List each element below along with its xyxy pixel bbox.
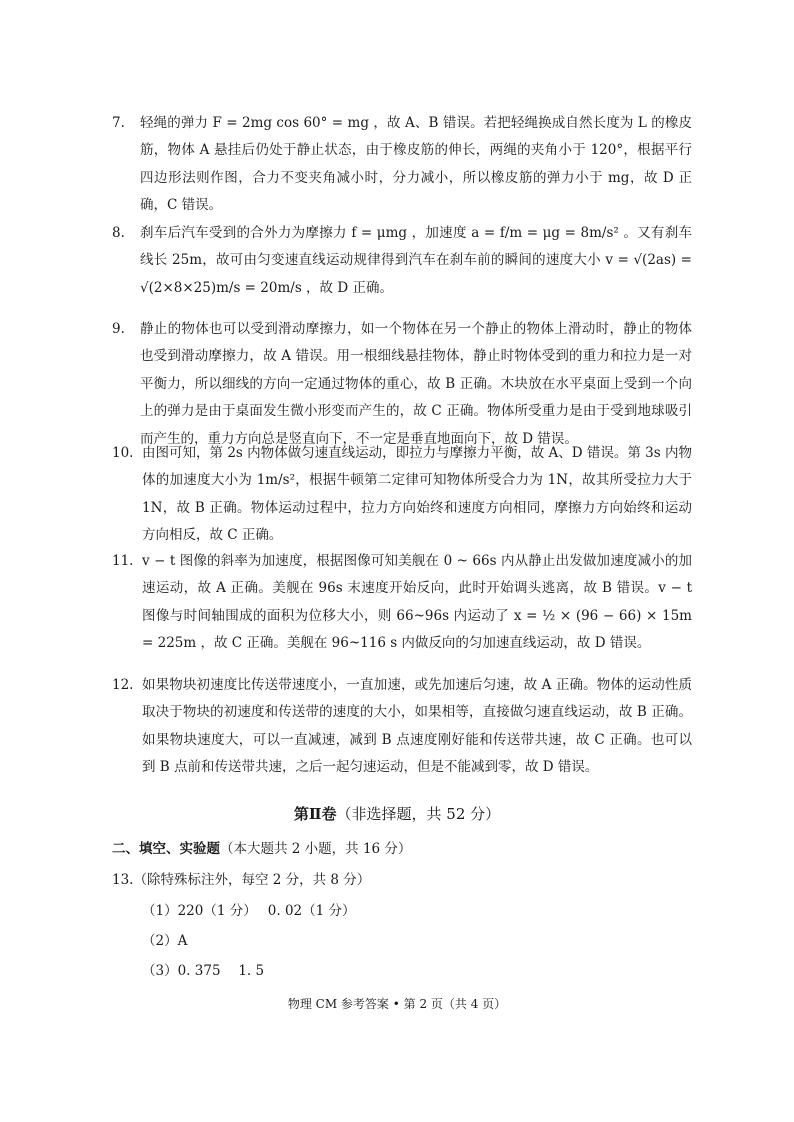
part-heading-note: （本大题共 2 小题，共 16 分）: [220, 841, 412, 857]
question-13-heading: 13.（除特殊标注外，每空 2 分，共 8 分）: [112, 872, 371, 888]
answer-item-7: [112, 110, 692, 220]
item-text: 刹车后汽车受到的合外力为摩擦力 f = μmg ，加速度 a = f/m = μg = 8m/s² 。又有刹车线长 25m，故可由匀变速直线运动规律得到汽车在刹车前的瞬间的速度大小 v = √(2as) = √(2×8×25)m/s = 20m/s ，故 D 正确。: [140, 225, 692, 296]
section-title-main: 第Ⅱ卷: [293, 805, 337, 823]
section-title-sub: （非选择题，共 52 分）: [336, 805, 501, 823]
question-13-answer-2: （2）A: [142, 933, 188, 949]
item-text: 静止的物体也可以受到滑动摩擦力，如一个物体在另一个静止的物体上滑动时，静止的物体也受到滑动摩擦力，故 A 错误。用一根细线悬挂物体，静止时物体受到的重力和拉力是一对平衡力，所以细线的方向一定通过物体的重心，故 B 正确。木块放在水平桌面上受到一个向上的弹力是由于桌面发生微小形变而产生的，故 C 正确。物体所受重力是由于受到地球吸引而产生的，重力方向总是竖直向下，不一定是垂直地面向下，故 D 错误。: [140, 321, 692, 447]
question-13-answer-1: （1）220（1 分） 0. 02（1 分）: [142, 903, 356, 919]
item-text: v − t 图像的斜率为加速度，根据图像可知美舰在 0 ~ 66s 内从静止出发做加速度减小的加速运动，故 A 正确。美舰在 96s 末速度开始反向，此时开始调头逃离，故 B 错误。v − t 图像与时间轴围成的面积为位移大小，则 66~96s 内运动了 x = ½ × (96 − 66) × 15m = 225m ，故 C 正确。美舰在 96~116 s 内做反向的匀加速直线运动，故 D 错误。: [142, 553, 692, 652]
item-number: 12.: [112, 677, 134, 693]
item-text: 由图可知，第 2s 内物体做匀速直线运动，即拉力与摩擦力平衡，故 A、D 错误。第 3s 内物体的加速度大小为 1m/s²，根据牛顿第二定律可知物体所受合力为 1N，故其所受拉力大于 1N，故 B 正确。物体运动过程中，拉力方向始终和速度方向相同，摩擦力方向始终和运动方向相反，故 C 正确。: [142, 445, 692, 544]
item-text: 如果物块初速度比传送带速度小，一直加速，或先加速后匀速，故 A 正确。物体的运动性质取决于物块的初速度和传送带的速度的大小，如果相等，直接做匀速直线运动，故 B 正确。如果物块速度大，可以一直减速，减到 B 点速度刚好能和传送带共速，故 C 正确。也可以到 B 点前和传送带共速，之后一起匀速运动，但是不能减到零，故 D 错误。: [142, 677, 692, 776]
part-heading-title: 二、填空、实验题: [112, 841, 220, 857]
item-number: 8.: [112, 225, 125, 241]
item-text: 轻绳的弹力 F = 2mg cos 60° = mg ，故 A、B 错误。若把轻绳换成自然长度为 L 的橡皮筋，物体 A 悬挂后仍处于静止状态，由于橡皮筋的伸长，两绳的夹角小于 120°，根据平行四边形法则作图，合力不变夹角减小时，分力减小，所以橡皮筋的弹力小于 mg，故 D 正确，C 错误。: [140, 115, 692, 214]
page-footer: 物理 CM 参考答案 • 第 2 页（共 4 页）: [287, 997, 507, 1011]
question-13-answer-3: （3）0. 375 1. 5: [142, 963, 265, 979]
answer-item-9: [112, 316, 692, 453]
answer-item-12: [112, 672, 692, 782]
answer-item-11: [112, 548, 692, 658]
item-number: 10.: [112, 445, 134, 461]
answer-item-8: [112, 220, 692, 302]
item-number: 9.: [112, 321, 125, 337]
item-number: 7.: [112, 115, 125, 131]
part-heading: [112, 837, 411, 857]
item-number: 11.: [112, 553, 134, 569]
section-title: [0, 803, 794, 824]
answer-item-10: [112, 440, 692, 550]
